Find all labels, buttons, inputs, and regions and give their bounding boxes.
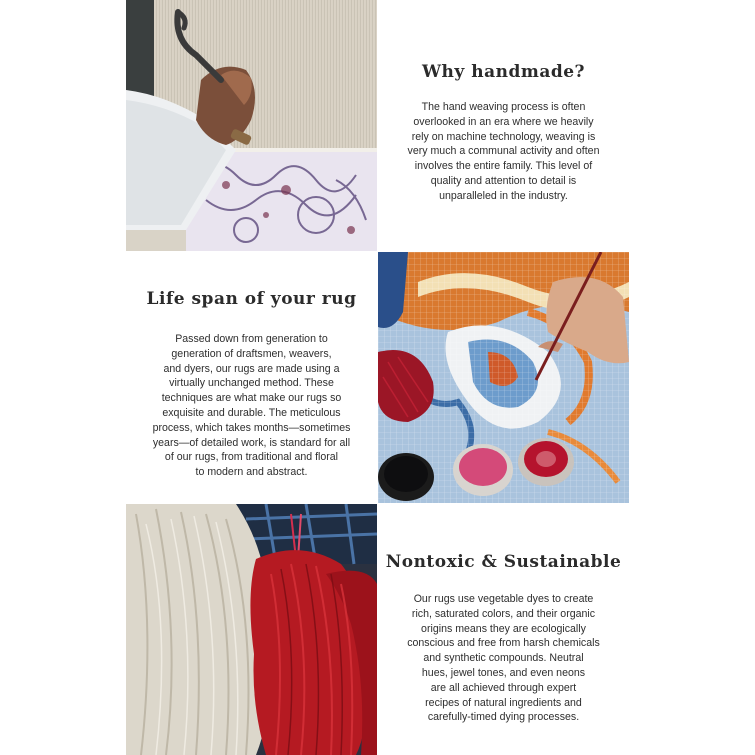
life-span-heading: Life span of your rug [146, 289, 357, 309]
feature-grid [126, 0, 629, 755]
why-handmade-heading: Why handmade? [421, 62, 586, 82]
why-handmade-text: The hand weaving process is often overlooked in an era where we heavily rely on machine technology, weaving is very much a communal activity and often involves the entire family. This level of quality and attention to detail is unparalleled in the industry. [407, 101, 600, 202]
life-span-section [126, 252, 377, 503]
dyed-yarn-photo [126, 504, 377, 755]
weaving-photo [126, 0, 377, 251]
life-span-text: Passed down from generation to generation of draftsmen, weavers, and dyers, our rugs are made using a virtually unchanged method. These techniques are what make our rugs so exquisite and durable. The meticulous process, which takes months—sometimes years—of detailed work, is standard for all of our rugs, from traditional and floral to modern and abstract. [152, 333, 351, 479]
nontoxic-heading: Nontoxic & Sustainable [385, 552, 622, 572]
nontoxic-text: Our rugs use vegetable dyes to create rich, saturated colors, and their organic origins means they are ecologically conscious and free from harsh chemicals and synthetic compounds. Neutral hues, jewel tones, and even neons are all achieved through expert recipes of natural ingredients and carefully-timed dying processes. [407, 593, 600, 724]
nontoxic-section [378, 504, 629, 755]
why-handmade-section [378, 0, 629, 251]
pattern-painting-photo [378, 252, 629, 503]
